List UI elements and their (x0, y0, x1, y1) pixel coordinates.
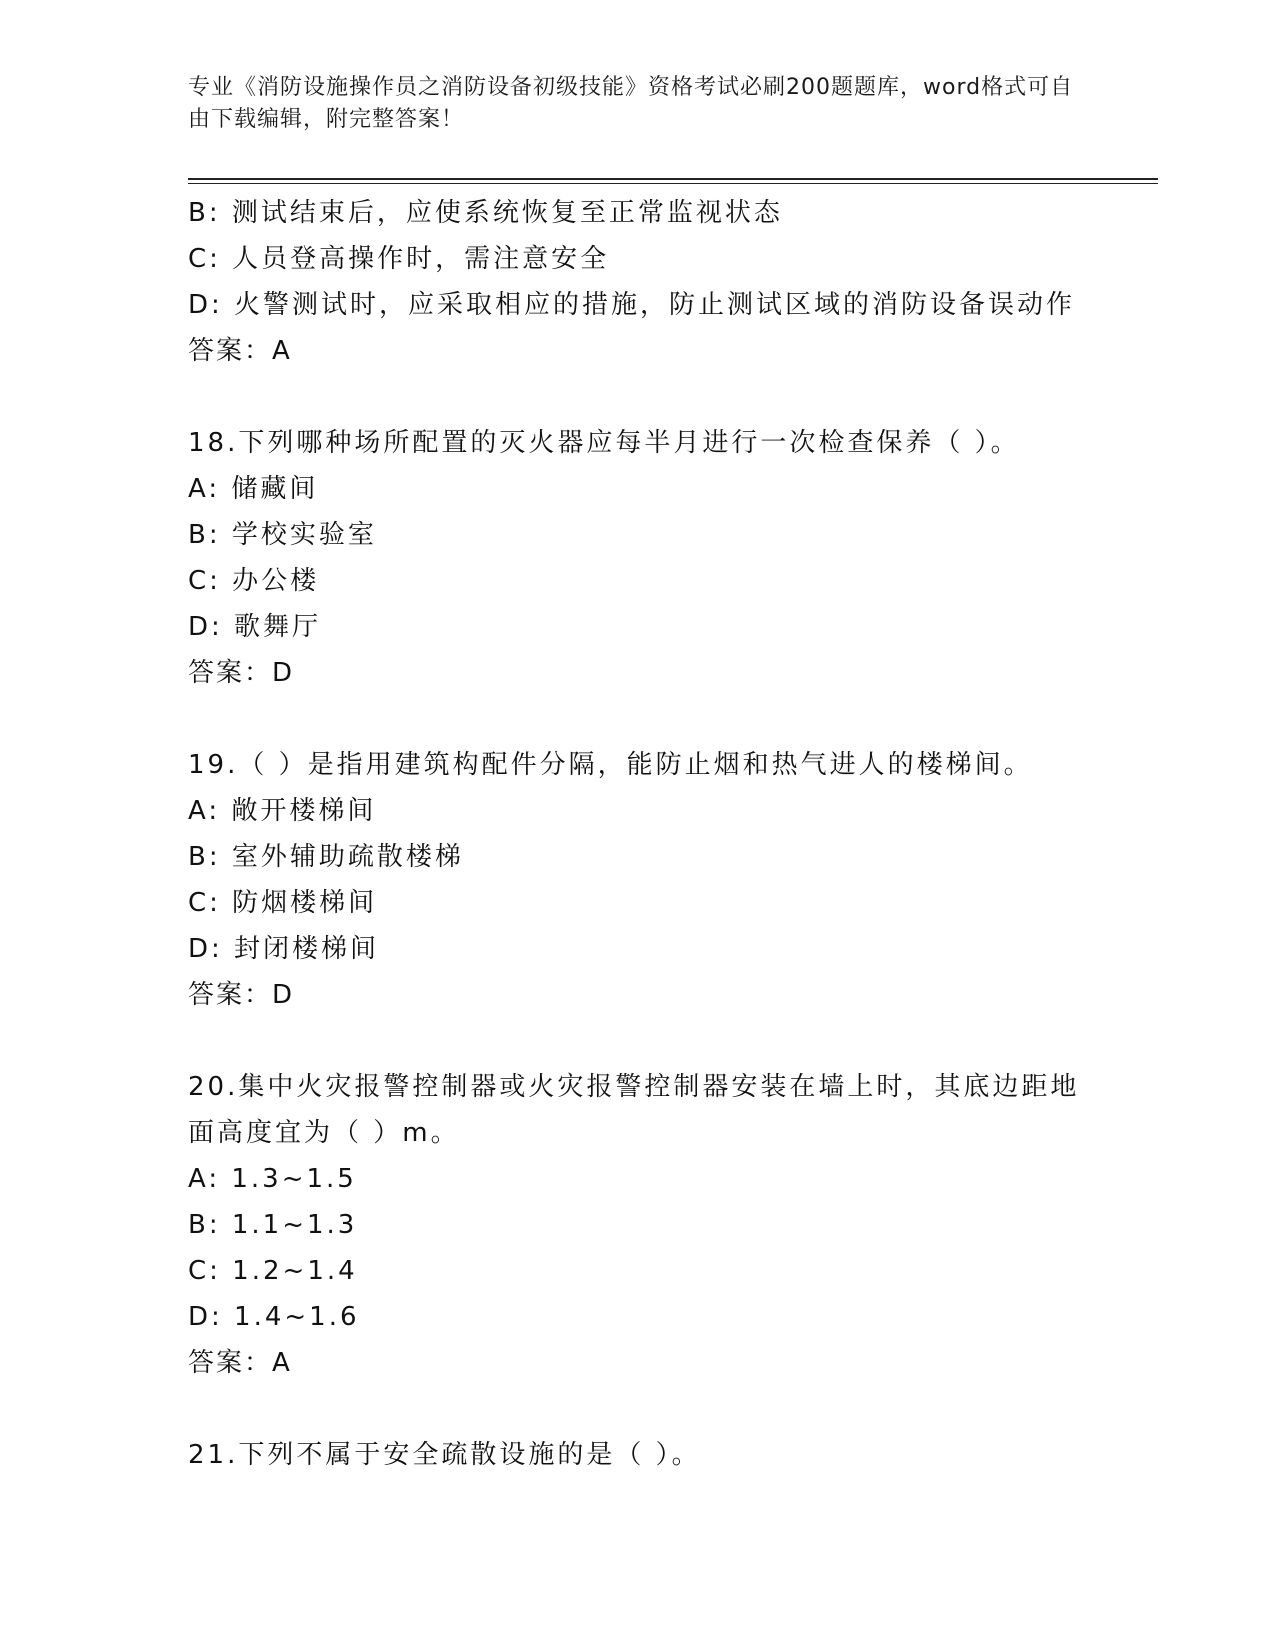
option-a: A: 1.3~1.5 (188, 1164, 357, 1194)
question-content (188, 190, 1148, 1478)
question-19 (188, 742, 1148, 1018)
answer: 答案：D (188, 658, 295, 688)
option-a: A: 储藏间 (188, 474, 319, 504)
question-stem: 18.下列哪种场所配置的灭火器应每半月进行一次检查保养（ ）。 (188, 428, 1020, 458)
question-stem: 19.（ ）是指用建筑构配件分隔，能防止烟和热气进人的楼梯间。 (188, 750, 1033, 780)
question-21 (188, 1432, 1148, 1478)
option-c: C: 防烟楼梯间 (188, 888, 378, 918)
option-d: D: 1.4~1.6 (188, 1302, 360, 1332)
answer: 答案：A (188, 336, 292, 366)
question-stem-line-2: 面高度宜为（ ）m。 (188, 1118, 460, 1148)
option-b: B: 1.1~1.3 (188, 1210, 358, 1240)
question-stem-line-1: 20.集中火灾报警控制器或火灾报警控制器安装在墙上时，其底边距地 (188, 1072, 1080, 1102)
question-17-continued (188, 190, 1148, 374)
header-divider-thin (188, 183, 1158, 184)
option-d: D: 歌舞厅 (188, 612, 322, 642)
option-c: C: 1.2~1.4 (188, 1256, 358, 1286)
answer: 答案：A (188, 1348, 292, 1378)
option-b: B: 测试结束后，应使系统恢复至正常监视状态 (188, 198, 783, 228)
option-a: A: 敞开楼梯间 (188, 796, 377, 826)
question-20 (188, 1064, 1148, 1386)
option-d: D: 封闭楼梯间 (188, 934, 380, 964)
option-c: C: 人员登高操作时，需注意安全 (188, 244, 610, 274)
answer: 答案：D (188, 980, 295, 1010)
option-c: C: 办公楼 (188, 566, 320, 596)
question-18 (188, 420, 1148, 696)
option-b: B: 学校实验室 (188, 520, 377, 550)
question-stem: 21.下列不属于安全疏散设施的是（ ）。 (188, 1440, 701, 1470)
document-header: 专业《消防设施操作员之消防设备初级技能》资格考试必刷200题题库，word格式可自由下载编辑，附完整答案！ (188, 75, 1074, 132)
option-b: B: 室外辅助疏散楼梯 (188, 842, 464, 872)
option-d: D: 火警测试时，应采取相应的措施，防止测试区域的消防设备误动作 (188, 290, 1076, 320)
header-divider-thick (188, 178, 1158, 180)
